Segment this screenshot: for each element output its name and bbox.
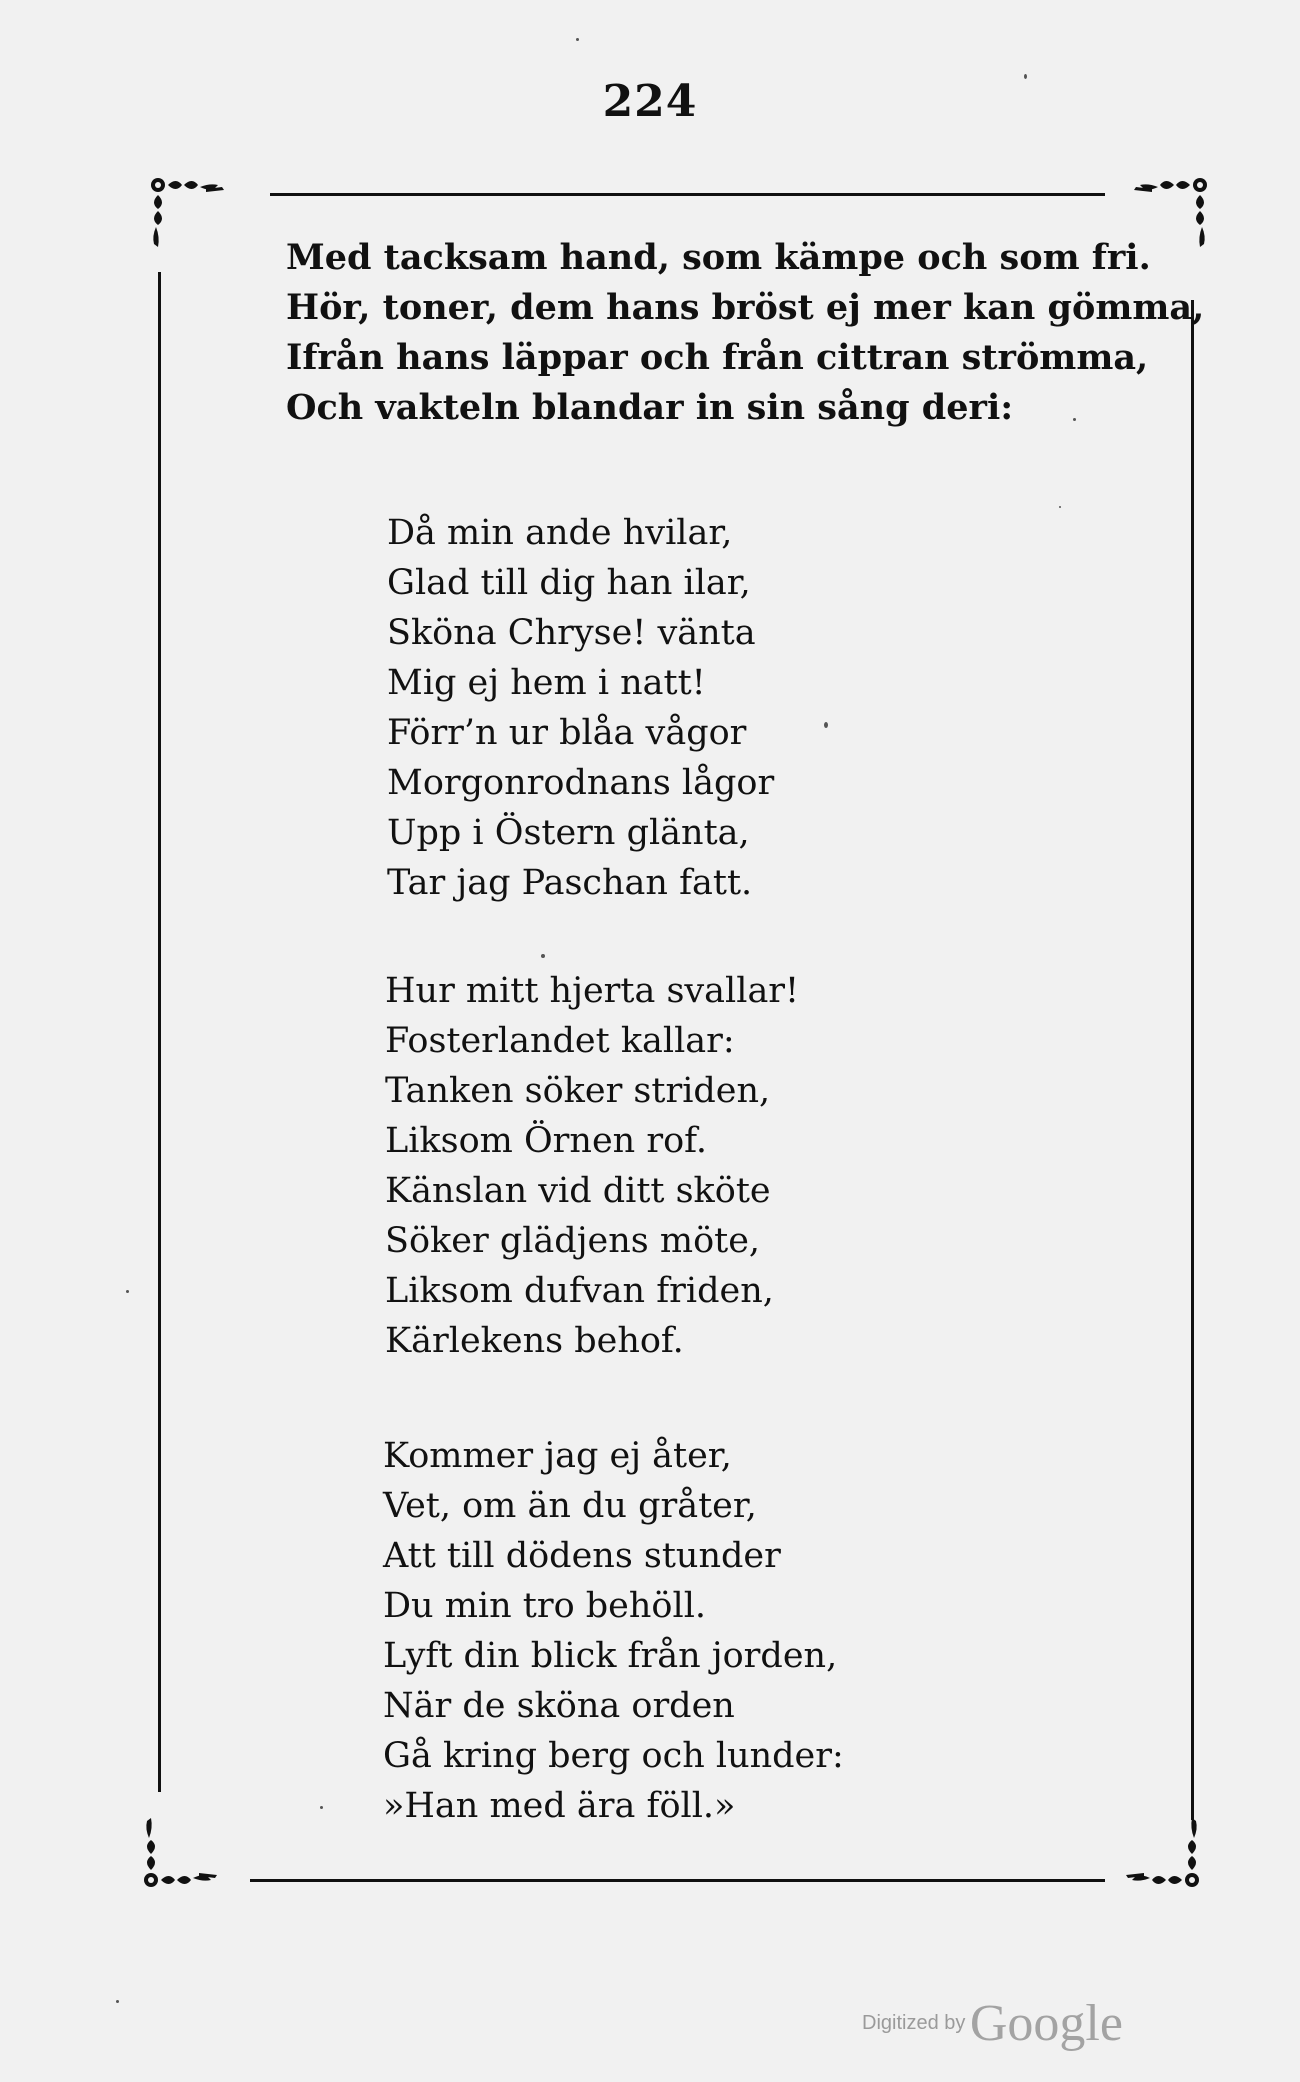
verse-line: Gå kring berg och lunder: <box>383 1736 844 1776</box>
stanza-1 <box>387 508 774 908</box>
verse-line: Söker glädjens möte, <box>385 1221 761 1261</box>
verse-line: Vet, om än du gråter, <box>383 1486 757 1526</box>
floral-corner-icon <box>1100 1790 1210 1900</box>
verse-line: Mig ej hem i natt! <box>387 663 706 703</box>
digitized-watermark <box>862 1994 1123 2053</box>
intro-verse <box>286 233 1204 433</box>
scan-speck <box>1059 506 1061 508</box>
verse-line: Kommer jag ej åter, <box>383 1436 732 1476</box>
verse-line: Glad till dig han ilar, <box>387 563 751 603</box>
scan-speck <box>824 722 828 728</box>
verse-line: Liksom dufvan friden, <box>385 1271 774 1311</box>
verse-line: Tar jag Paschan fatt. <box>387 863 753 903</box>
border-top-rule <box>270 193 1105 196</box>
verse-line: Fosterlandet kallar: <box>385 1021 735 1061</box>
page-number: 224 <box>602 76 698 127</box>
verse-line: När de sköna orden <box>383 1686 735 1726</box>
verse-line: Lyft din blick från jorden, <box>383 1636 838 1676</box>
verse-line: Ifrån hans läppar och från cittran strömma, <box>286 337 1149 378</box>
verse-line: Sköna Chryse! vänta <box>387 613 756 653</box>
scan-speck <box>1024 74 1027 79</box>
floral-corner-icon <box>140 165 250 275</box>
verse-line: Liksom Örnen rof. <box>385 1121 707 1161</box>
verse-line: Hur mitt hjerta svallar! <box>385 971 800 1011</box>
stanza-3 <box>383 1431 844 1831</box>
verse-line: Upp i Östern glänta, <box>387 813 750 853</box>
scan-speck <box>576 38 579 41</box>
digitized-prefix: Digitized by <box>862 2012 966 2034</box>
verse-line: Och vakteln blandar in sin sång deri: <box>286 387 1014 428</box>
verse-line: Känslan vid ditt sköte <box>385 1171 771 1211</box>
scan-speck <box>116 2000 119 2003</box>
google-logo: Google <box>969 1995 1123 2052</box>
verse-line: Då min ande hvilar, <box>387 513 733 553</box>
scan-speck <box>1073 418 1076 421</box>
verse-line: Förr’n ur blåa vågor <box>387 713 747 753</box>
verse-line: Med tacksam hand, som kämpe och som fri. <box>286 237 1151 278</box>
verse-line: Morgonrodnans lågor <box>387 763 775 803</box>
verse-line: Att till dödens stunder <box>383 1536 781 1576</box>
verse-line: Du min tro behöll. <box>383 1586 707 1626</box>
stanza-2 <box>385 966 799 1366</box>
verse-line: »Han med ära föll.» <box>383 1786 736 1826</box>
scan-speck <box>320 1806 323 1809</box>
scan-speck <box>541 954 545 958</box>
scan-speck <box>126 1290 129 1293</box>
verse-line: Hör, toner, dem hans bröst ej mer kan gömma, <box>286 287 1205 328</box>
verse-line: Kärlekens behof. <box>385 1321 684 1361</box>
border-bottom-rule <box>250 1879 1105 1882</box>
border-left-rule <box>158 272 161 1792</box>
floral-corner-icon <box>133 1790 243 1900</box>
verse-line: Tanken söker striden, <box>385 1071 771 1111</box>
border-right-rule <box>1191 300 1194 1820</box>
